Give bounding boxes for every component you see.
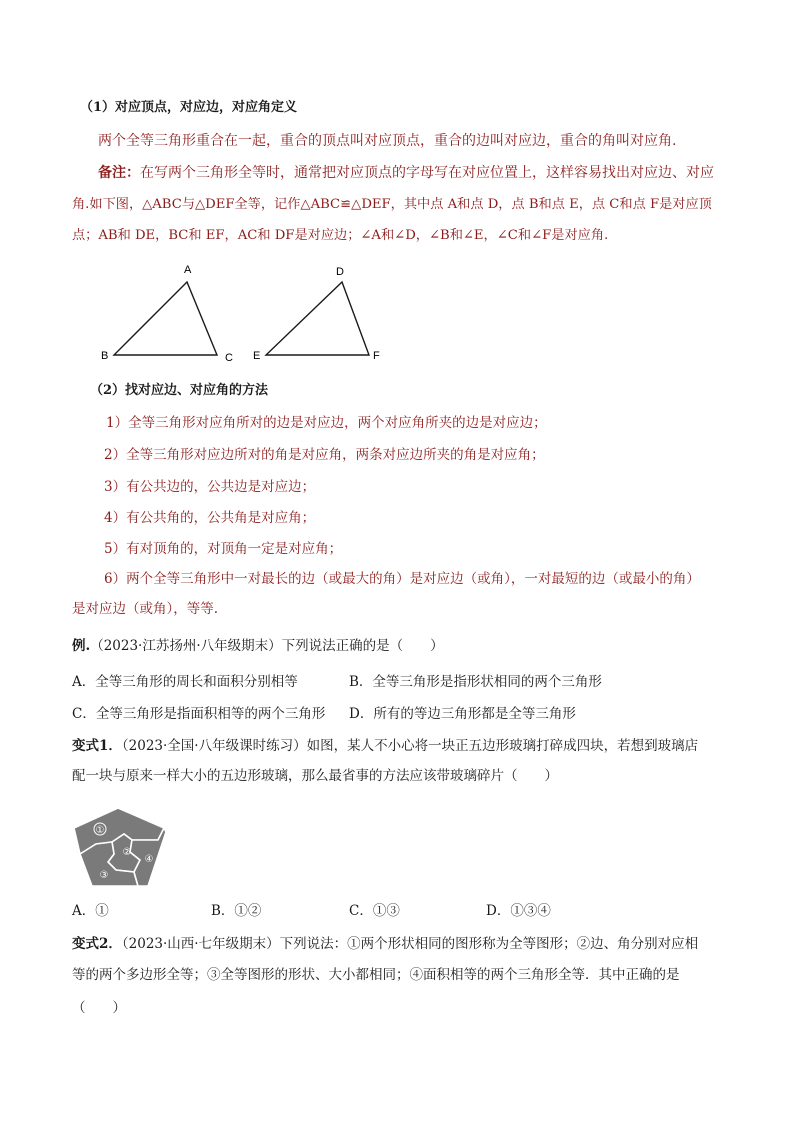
variant1-line2: 配一块与原来一样大小的五边形玻璃，那么最省事的方法应该带玻璃碎片（ ） (72, 768, 558, 784)
method-item-2: 2）全等三角形对应边所对的角是对应角，两条对应边所夹的角是对应角； (104, 447, 545, 463)
variant2-line2: 等的两个多边形全等；③全等图形的形状、大小都相同；④面积相等的两个三角形全等．其中正确的是 (72, 967, 680, 983)
section2-heading: （2）找对应边、对应角的方法 (90, 383, 269, 398)
note-text1: 在写两个三角形全等时，通常把对应顶点的字母写在对应位置上，这样容易找出对应边、对应 (140, 165, 714, 181)
example-question (72, 636, 444, 656)
congruent-triangles-figure (90, 258, 400, 368)
variant1-label: 变式1． (72, 738, 122, 754)
vertex-e-label: E (253, 350, 261, 362)
piece-1-label: ① (95, 825, 105, 836)
example-option-b: B．全等三角形是指形状相同的两个三角形 (349, 674, 602, 690)
broken-pentagon-figure (72, 806, 168, 888)
note-line3: 点；AB和 DE，BC和 EF，AC和 DF是对应边；∠A和∠D，∠B和∠E，∠C和∠F是对应角. (72, 228, 609, 243)
method-item-6-cont: 是对应边（或角），等等. (72, 601, 219, 617)
example-label: 例. (72, 638, 91, 654)
example-stem: （2023·江苏扬州·八年级期末）下列说法正确的是（ ） (90, 638, 444, 654)
method-item-3: 3）有公共边的，公共边是对应边； (104, 479, 316, 495)
section1-definition: 两个全等三角形重合在一起，重合的顶点叫对应顶点，重合的边叫对应边，重合的角叫对应角. (98, 133, 677, 149)
vertex-d-label: D (336, 266, 344, 278)
vertex-b-label: B (101, 350, 109, 362)
variant1-line1 (72, 736, 698, 756)
variant2-line3: （ ） (72, 1000, 126, 1016)
piece-4-label: ④ (144, 854, 154, 865)
triangle-abc (114, 282, 217, 355)
vertex-f-label: F (373, 350, 380, 362)
note-label: 备注： (98, 165, 140, 181)
example-option-c: C．全等三角形是指面积相等的两个三角形 (72, 706, 326, 722)
variant1-option-c: C．①③ (349, 903, 400, 919)
variant2-text1: （2023·山西·七年级期末）下列说法：①两个形状相同的图形称为全等图形；②边、角分别对应相 (121, 936, 699, 952)
piece-3-label: ③ (99, 870, 109, 881)
method-item-1: 1）全等三角形对应角所对的边是对应边，两个对应角所夹的边是对应边； (106, 415, 547, 431)
example-option-d: D．所有的等边三角形都是全等三角形 (349, 706, 576, 722)
section1-heading: （1）对应顶点，对应边，对应角定义 (80, 100, 298, 115)
variant1-text1: （2023·全国·八年级课时练习）如图，某人不小心将一块正五边形玻璃打碎成四块，若想到玻璃店 (121, 738, 699, 754)
example-option-a: A．全等三角形的周长和面积分别相等 (72, 674, 298, 690)
vertex-a-label: A (184, 264, 192, 276)
method-item-6: 6）两个全等三角形中一对最长的边（或最大的角）是对应边（或角），一对最短的边（或最小的角） (104, 571, 700, 587)
note-line2: 角.如下图，△ABC与△DEF全等，记作△ABC≌△DEF，其中点 A和点 D，点 B和点 E，点 C和点 F是对应顶 (72, 197, 712, 212)
variant2-line1 (72, 934, 698, 954)
method-item-5: 5）有对顶角的，对顶角一定是对应角； (104, 541, 343, 557)
triangle-def (266, 282, 369, 355)
piece-2-label: ② (122, 847, 132, 858)
note-line1 (98, 163, 714, 183)
variant2-label: 变式2． (72, 936, 122, 952)
variant1-option-d: D．①③④ (486, 903, 551, 919)
variant1-option-b: B．①② (211, 903, 262, 919)
method-item-4: 4）有公共角的，公共角是对应角； (104, 510, 316, 526)
variant1-option-a: A．① (72, 903, 109, 919)
vertex-c-label: C (225, 352, 233, 364)
